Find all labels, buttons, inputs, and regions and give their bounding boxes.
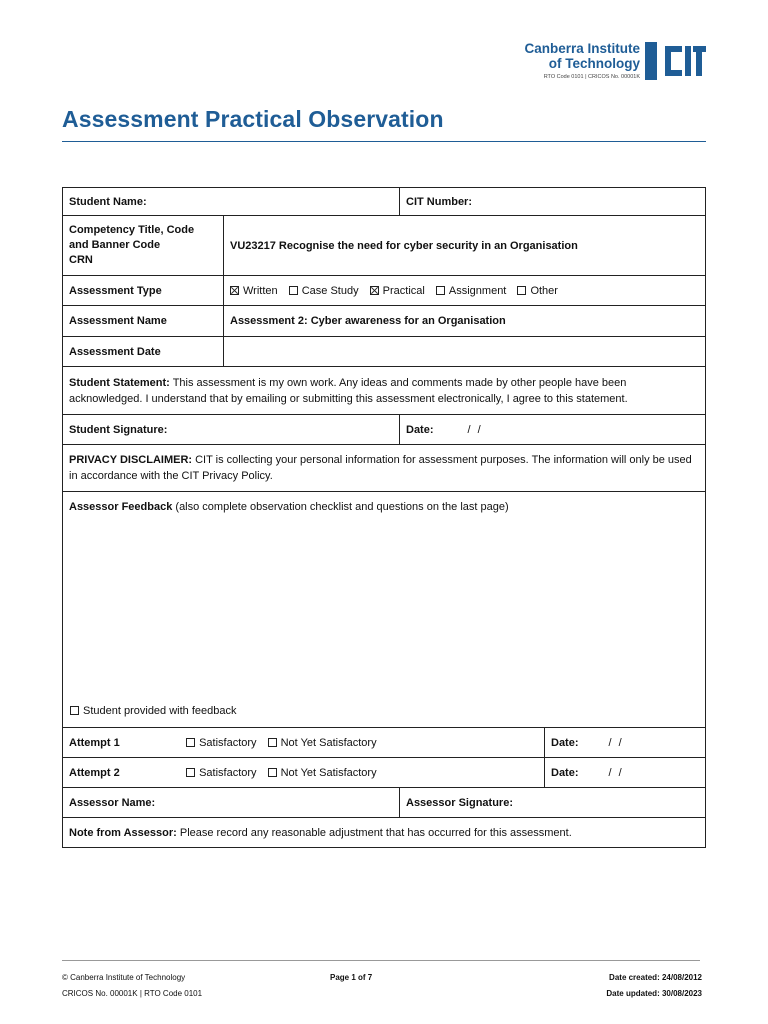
- assessor-row: [63, 788, 706, 818]
- assessor-note: Note from Assessor: Please record any reasonable adjustment that has occurred for this assessment.: [63, 818, 706, 848]
- footer-cricos: CRICOS No. 00001K | RTO Code 0101: [62, 989, 203, 998]
- competency-value: VU23217 Recognise the need for cyber security in an Organisation: [224, 216, 706, 276]
- student-signature-row: [63, 415, 706, 445]
- assessment-type-label: Assessment Type: [63, 276, 224, 306]
- cit-number-field[interactable]: CIT Number:: [400, 188, 706, 216]
- attempt-2-date-field[interactable]: Date: / /: [545, 758, 706, 788]
- logo-rto-cricos: RTO Code 0101 | CRICOS No. 00001K: [543, 74, 640, 80]
- logo-line-2: of Technology: [548, 56, 640, 71]
- footer-copyright: © Canberra Institute of Technology: [62, 973, 186, 982]
- assessment-date-field[interactable]: [224, 337, 706, 367]
- competency-label: Competency Title, Code and Banner Code CRN: [63, 216, 224, 276]
- checkbox-icon[interactable]: [517, 286, 526, 295]
- attempt-2-row: [63, 758, 706, 788]
- privacy-disclaimer: PRIVACY DISCLAIMER: CIT is collecting your personal information for assessment purposes. The information will only be used in accordance with the CIT Privacy Policy.: [63, 445, 706, 492]
- type-option-assignment[interactable]: Assignment: [436, 285, 506, 297]
- assessment-type-row: [63, 276, 706, 306]
- feedback-provided-option[interactable]: Student provided with feedback: [70, 703, 237, 719]
- cit-logo: [524, 41, 708, 83]
- assessment-name-label: Assessment Name: [63, 306, 224, 337]
- checkbox-checked-icon[interactable]: [370, 286, 379, 295]
- checkbox-icon[interactable]: [436, 286, 445, 295]
- student-statement-row: [63, 367, 706, 415]
- student-name-field[interactable]: Student Name:: [63, 188, 400, 216]
- attempt-1-options: [63, 728, 545, 758]
- assessor-name-field[interactable]: Assessor Name:: [63, 788, 400, 818]
- assessment-date-row: [63, 337, 706, 367]
- attempt-2-label: Attempt 2: [69, 766, 120, 779]
- footer-date-updated: Date updated: 30/08/2023: [606, 989, 702, 998]
- attempt-2-not-yet[interactable]: Not Yet Satisfactory: [268, 767, 377, 779]
- checkbox-icon[interactable]: [70, 706, 79, 715]
- type-option-practical[interactable]: Practical: [370, 285, 425, 297]
- title-divider: [62, 141, 706, 142]
- assessment-cover-form: [62, 187, 706, 848]
- cit-logo-mark-icon: [645, 42, 706, 80]
- type-option-case-study[interactable]: Case Study: [289, 285, 359, 297]
- competency-row: [63, 216, 706, 276]
- attempt-1-row: [63, 728, 706, 758]
- checkbox-icon[interactable]: [268, 768, 277, 777]
- attempt-1-date-field[interactable]: Date: / /: [545, 728, 706, 758]
- assessor-signature-field[interactable]: Assessor Signature:: [400, 788, 706, 818]
- attempt-2-options: [63, 758, 545, 788]
- checkbox-icon[interactable]: [289, 286, 298, 295]
- assessment-name-row: [63, 306, 706, 337]
- assessor-feedback-area[interactable]: Assessor Feedback (also complete observation checklist and questions on the last page) Student provided with feedback: [63, 492, 706, 728]
- checkbox-icon[interactable]: [268, 738, 277, 747]
- privacy-row: [63, 445, 706, 492]
- type-option-written[interactable]: Written: [230, 285, 278, 297]
- assessor-note-row: [63, 818, 706, 848]
- checkbox-icon[interactable]: [186, 738, 195, 747]
- checkbox-icon[interactable]: [186, 768, 195, 777]
- footer-date-created: Date created: 24/08/2012: [609, 973, 702, 982]
- logo-line-1: Canberra Institute: [524, 41, 640, 56]
- student-name-row: [63, 188, 706, 216]
- attempt-2-satisfactory[interactable]: Satisfactory: [186, 767, 256, 779]
- page-title: Assessment Practical Observation: [62, 106, 444, 132]
- student-statement: Student Statement: This assessment is my own work. Any ideas and comments made by other people have been acknowledged. I understand that by emailing or submitting this assessment electronically, I agree to this statement.: [63, 367, 706, 415]
- assessor-feedback-row: [63, 492, 706, 728]
- footer-divider: [62, 960, 700, 961]
- attempt-1-satisfactory[interactable]: Satisfactory: [186, 737, 256, 749]
- type-option-other[interactable]: Other: [517, 285, 558, 297]
- assessment-date-label: Assessment Date: [63, 337, 224, 367]
- attempt-1-label: Attempt 1: [69, 736, 120, 749]
- assessment-type-options: [224, 276, 706, 306]
- footer-page-number: Page 1 of 7: [330, 973, 373, 982]
- student-date-field[interactable]: Date: / /: [400, 415, 706, 445]
- logo-text: [524, 41, 640, 81]
- student-signature-field[interactable]: Student Signature:: [63, 415, 400, 445]
- assessment-name-value: Assessment 2: Cyber awareness for an Organisation: [224, 306, 706, 337]
- checkbox-checked-icon[interactable]: [230, 286, 239, 295]
- attempt-1-not-yet[interactable]: Not Yet Satisfactory: [268, 737, 377, 749]
